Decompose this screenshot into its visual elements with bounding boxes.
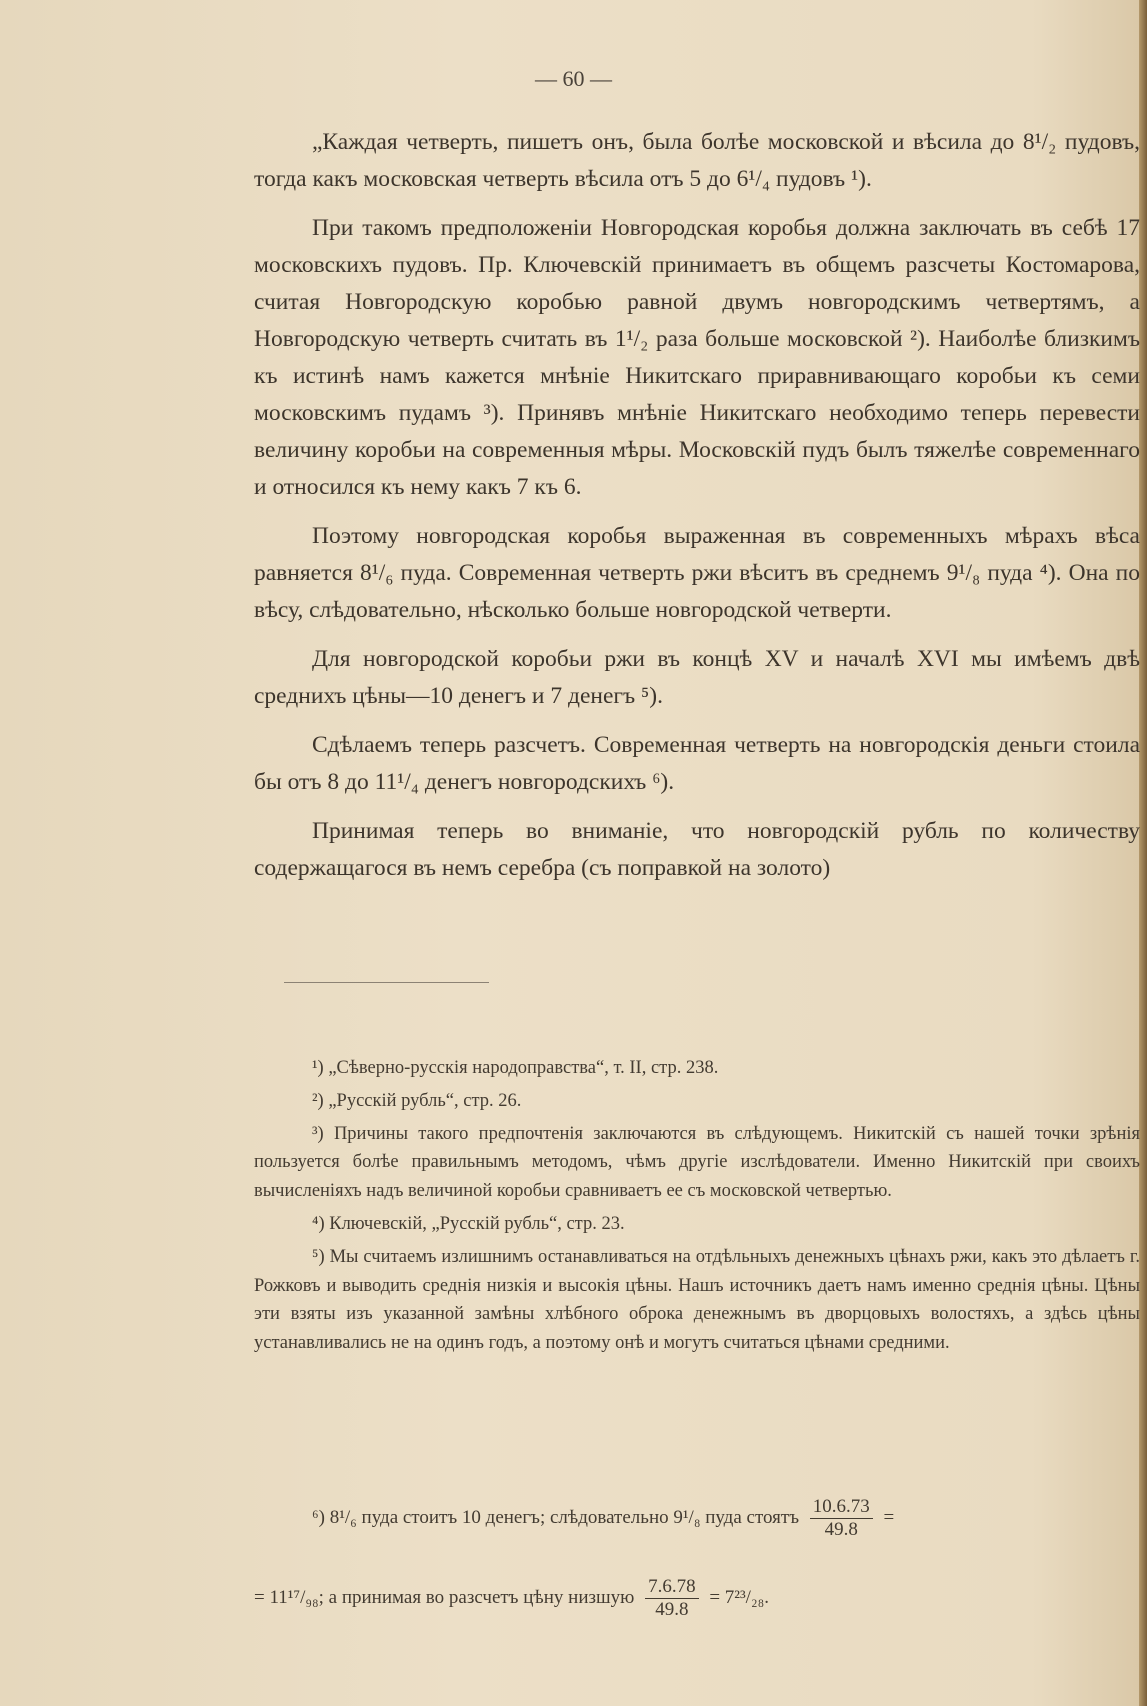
paragraph: При такомъ предположеніи Новгородская коробья должна заключать въ себѣ 17 московскихъ пудовъ. Пр. Ключевскій принимаетъ въ общемъ разсчеты Костомарова, считая Новгородскую коробью равной двумъ новгородскимъ четвертямъ, а Новгородскую четверть считать въ 1¹/₂ раза больше московской ²). Наиболѣе близкимъ къ истинѣ намъ кажется мнѣніе Никитскаго приравнивающаго коробьи къ семи московскимъ пудамъ ³). Принявъ мнѣніе Никитскаго необходимо теперь перевести величину коробьи на современныя мѣры. Московскій пудъ былъ тяжелѣе современнаго и относился къ нему какъ 7 къ 6. <box>254 215 1140 500</box>
equals-sign: = <box>883 1506 895 1528</box>
formula-line <box>254 1576 769 1621</box>
formula-suffix: = 7²³/₂₈. <box>709 1586 769 1608</box>
paragraph: Поэтому новгородская коробья выраженная въ современныхъ мѣрахъ вѣса равняется 8¹/₆ пуда. Современная четверть ржи вѣситъ въ среднемъ 9¹/₈ пуда ⁴). Она по вѣсу, слѣдовательно, нѣсколько больше новгородской четверти. <box>254 523 1140 623</box>
fraction-denominator: 49.8 <box>824 1519 858 1540</box>
footnote-6 <box>312 1496 894 1541</box>
page-edge <box>1139 0 1147 1706</box>
formula-prefix: = 11¹⁷/₉₈; а принимая во разсчетъ цѣну низшую <box>254 1586 635 1608</box>
footnote: ³) Причины такого предпочтенія заключаются въ слѣдующемъ. Никитскій съ нашей точки зрѣнія пользуется болѣе правильнымъ методомъ, чѣмъ другіе изслѣдователи. Именно Никитскій при своихъ вычисленіяхъ надъ величиной коробьи сравниваетъ ее съ московской четвертью. <box>254 1123 1140 1202</box>
paragraph: Для новгородской коробьи ржи въ концѣ XV и началѣ XVI мы имѣемъ двѣ среднихъ цѣны—10 денегъ и 7 денегъ ⁵). <box>254 646 1140 709</box>
fraction <box>645 1576 699 1621</box>
footnote: ²) „Русскій рубль“, стр. 26. <box>312 1090 522 1111</box>
fraction-numerator: 10.6.73 <box>810 1496 873 1519</box>
fraction-denominator: 49.8 <box>655 1599 689 1620</box>
footnote-divider <box>284 982 489 983</box>
paragraph: „Каждая четверть, пишетъ онъ, была болѣе московской и вѣсила до 8¹/₂ пудовъ, тогда какъ московская четверть вѣсила отъ 5 до 6¹/₄ пудовъ ¹). <box>254 129 1140 192</box>
paragraph: Сдѣлаемъ теперь разсчетъ. Современная четверть на новгородскія деньги стоила бы отъ 8 до 11¹/₄ денегъ новгородскихъ ⁶). <box>254 732 1140 795</box>
main-text <box>254 124 1140 899</box>
fraction-numerator: 7.6.78 <box>645 1576 699 1599</box>
footnote: ¹) „Сѣверно-русскія народоправства“, т. II, стр. 238. <box>312 1058 719 1078</box>
paragraph: Принимая теперь во вниманіе, что новгородскій рубль по количеству содержащагося въ немъ серебра (съ поправкой на золото) <box>254 818 1140 881</box>
page-number: — 60 — <box>535 66 612 91</box>
footnote-6-text: ⁶) 8¹/₆ пуда стоитъ 10 денегъ; слѣдовательно 9¹/₈ пуда стоятъ <box>312 1506 800 1528</box>
footnote: ⁵) Мы считаемъ излишнимъ останавливаться на отдѣльныхъ денежныхъ цѣнахъ ржи, какъ это дѣлаетъ г. Рожковъ и выводить среднія низкія и высокія цѣны. Нашъ источникъ даетъ намъ именно среднія цѣны. Цѣны эти взяты изъ указанной замѣны хлѣбного оброка денежнымъ въ дворцовыхъ волостяхъ, а здѣсь цѣны устанавливались не на одинъ годъ, а поэтому онѣ и могутъ считаться цѣнами средними. <box>254 1246 1140 1354</box>
fraction <box>810 1496 873 1541</box>
footnote: ⁴) Ключевскій, „Русскій рубль“, стр. 23. <box>312 1213 625 1234</box>
footnotes <box>254 1054 1140 1362</box>
